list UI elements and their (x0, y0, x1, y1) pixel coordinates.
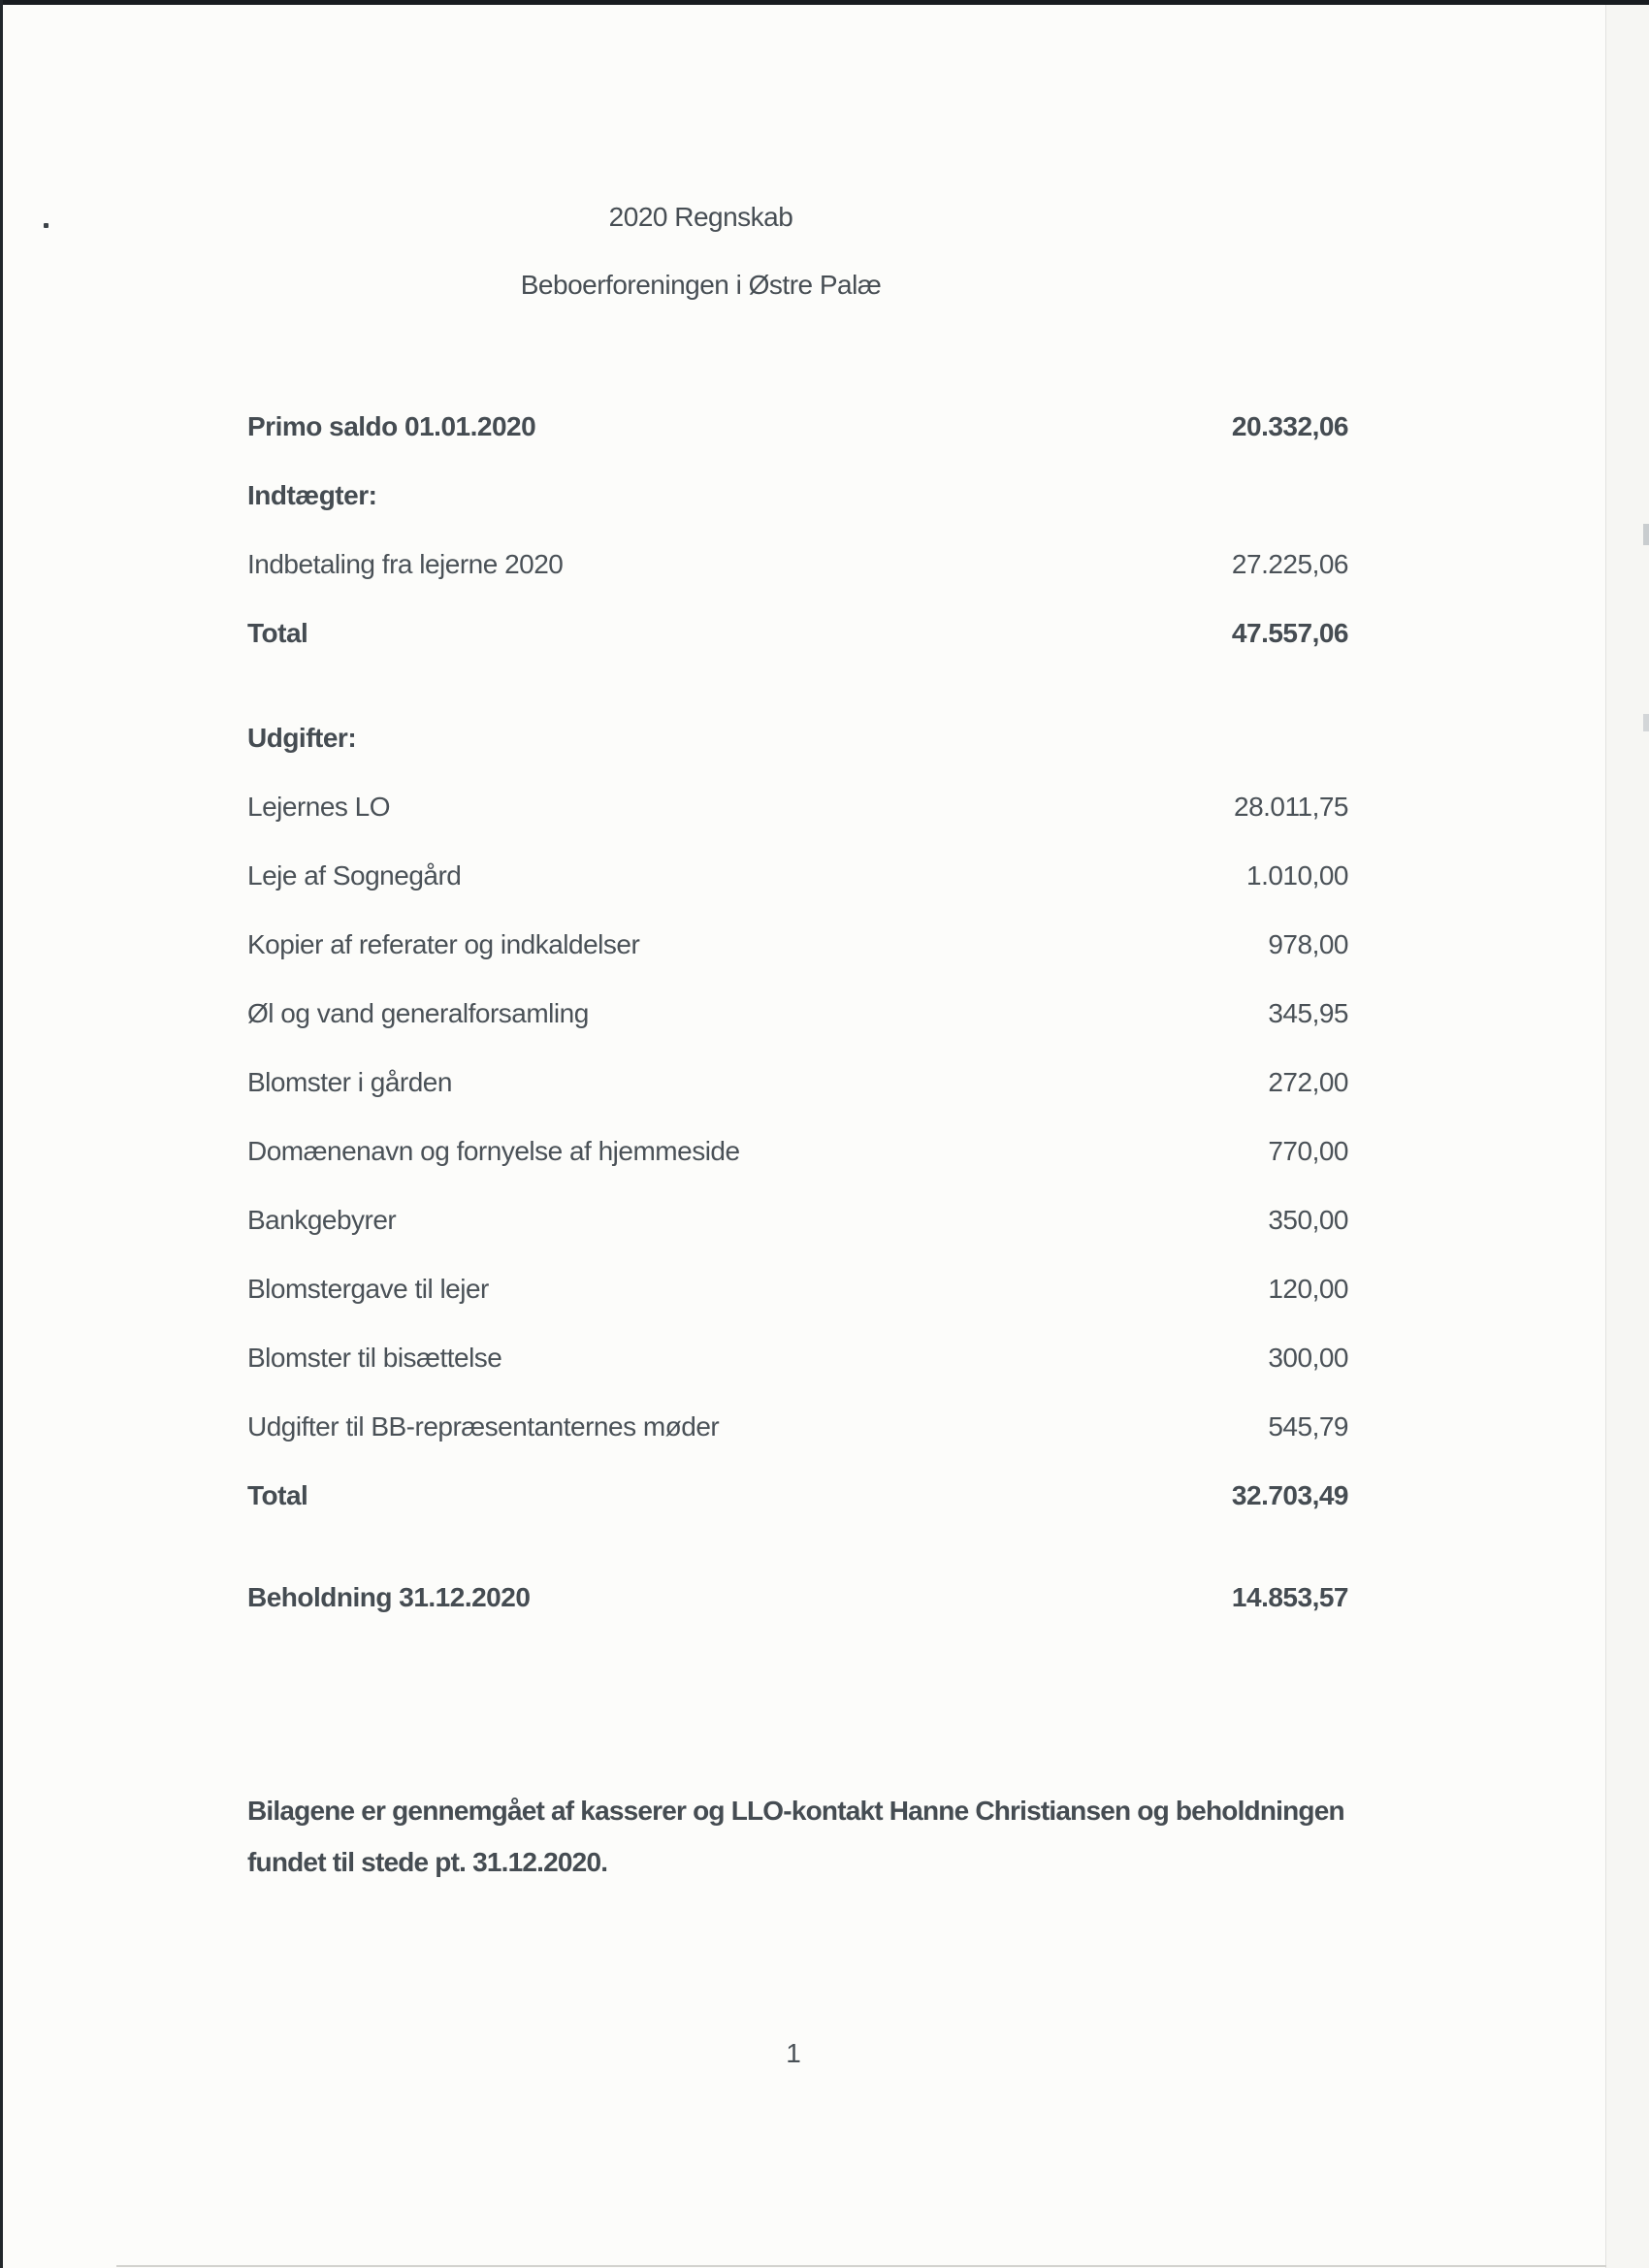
row-label: Blomstergave til lejer (247, 1274, 489, 1304)
row-label: Leje af Sognegård (247, 860, 462, 891)
ledger-row-indbetaling (247, 547, 1348, 582)
ledger-section-udgifter (247, 721, 1348, 756)
ledger-row-blomster-gaarden (247, 1065, 1348, 1100)
row-label: Domænenavn og fornyelse af hjemmeside (247, 1136, 740, 1166)
ledger-row-lejernes-lo (247, 790, 1348, 825)
row-label: Kopier af referater og indkaldelser (247, 929, 640, 959)
ledger-row-primo-saldo (247, 409, 1348, 444)
row-amount: 545,79 (1268, 1411, 1348, 1442)
ledger-row-blomstergave (247, 1272, 1348, 1307)
row-amount: 27.225,06 (1231, 549, 1348, 579)
document-content (247, 0, 1348, 2268)
row-amount: 20.332,06 (1231, 411, 1348, 441)
row-amount: 14.853,57 (1231, 1582, 1348, 1612)
scan-artifact-right-shade (1606, 5, 1649, 2268)
row-amount: 32.703,49 (1231, 1480, 1348, 1510)
scan-artifact-tick-2 (1643, 714, 1649, 731)
row-label: Total (247, 1480, 308, 1510)
row-label: Udgifter til BB-repræsentanternes møder (247, 1411, 720, 1442)
ledger-row-leje-sognegaard (247, 859, 1348, 893)
row-label: Øl og vand generalforsamling (247, 998, 589, 1028)
ledger-row-expense-total (247, 1478, 1348, 1513)
row-amount: 300,00 (1268, 1343, 1348, 1373)
row-label: Blomster i gården (247, 1067, 452, 1097)
scan-artifact-speck (44, 223, 48, 228)
section-label: Udgifter: (247, 723, 357, 753)
ledger-row-bankgebyrer (247, 1203, 1348, 1238)
ledger-row-kopier (247, 927, 1348, 962)
row-label: Lejernes LO (247, 792, 391, 822)
audit-note-line-1: Bilagene er gennemgået af kasserer og LLO-kontakt Hanne Christiansen og beholdningen (247, 1796, 1344, 1826)
ledger-row-beholdning (247, 1580, 1348, 1615)
row-label: Total (247, 618, 308, 648)
document-title: 2020 Regnskab (608, 202, 793, 232)
row-amount: 345,95 (1268, 998, 1348, 1028)
ledger-table (247, 409, 1348, 1649)
ledger-row-oel-og-vand (247, 996, 1348, 1031)
row-label: Primo saldo 01.01.2020 (247, 411, 536, 441)
row-label: Bankgebyrer (247, 1205, 397, 1235)
ledger-row-blomster-bisaettelse (247, 1341, 1348, 1376)
document-subtitle: Beboerforeningen i Østre Palæ (520, 270, 882, 300)
row-amount: 1.010,00 (1246, 860, 1348, 891)
row-amount: 47.557,06 (1231, 618, 1348, 648)
section-label: Indtægter: (247, 480, 377, 510)
row-amount: 770,00 (1268, 1136, 1348, 1166)
scan-artifact-left-edge (0, 0, 3, 2268)
ledger-row-income-total (247, 616, 1348, 651)
ledger-section-indtaegter (247, 478, 1348, 513)
ledger-row-domaenenavn (247, 1134, 1348, 1169)
scan-artifact-page-edge (1605, 5, 1606, 2268)
row-amount: 350,00 (1268, 1205, 1348, 1235)
row-amount: 28.011,75 (1234, 792, 1348, 822)
audit-note-line-2: fundet til stede pt. 31.12.2020. (247, 1847, 608, 1877)
scan-artifact-tick-1 (1643, 524, 1649, 545)
audit-note (247, 1785, 1392, 1888)
row-label: Indbetaling fra lejerne 2020 (247, 549, 564, 579)
row-amount: 978,00 (1268, 929, 1348, 959)
row-label: Beholdning 31.12.2020 (247, 1582, 531, 1612)
page-number: 1 (786, 2038, 801, 2068)
ledger-row-bb-moeder (247, 1409, 1348, 1444)
row-amount: 272,00 (1268, 1067, 1348, 1097)
row-amount: 120,00 (1268, 1274, 1348, 1304)
row-label: Blomster til bisættelse (247, 1343, 502, 1373)
